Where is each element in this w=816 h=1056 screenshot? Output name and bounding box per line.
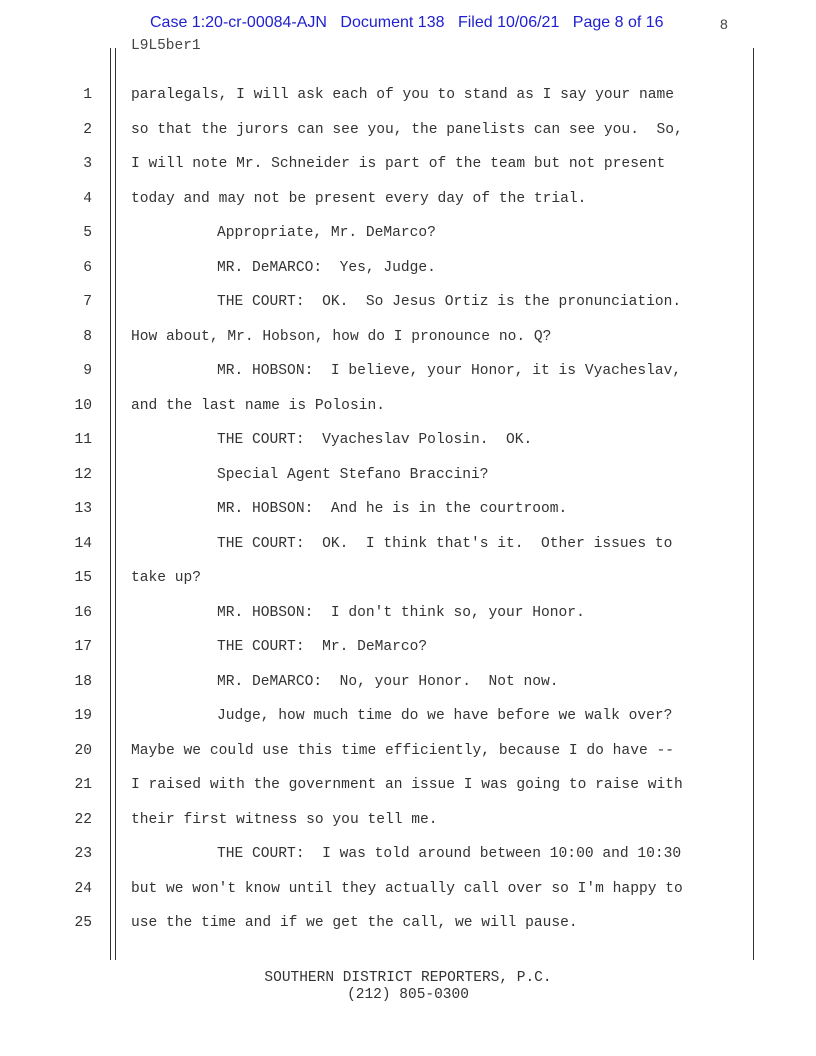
transcript-line (0, 458, 816, 493)
line-text: MR. HOBSON: I don't think so, your Honor. (217, 604, 585, 621)
line-number: 15 (74, 570, 92, 586)
reporter-company: SOUTHERN DISTRICT REPORTERS, P.C. (264, 970, 552, 986)
transcript-line (0, 78, 816, 113)
case-number: Case 1:20-cr-00084-AJN (150, 14, 327, 31)
transcript-line (0, 147, 816, 182)
line-number: 5 (83, 225, 92, 241)
line-text: THE COURT: Vyacheslav Polosin. OK. (217, 432, 533, 448)
line-text: THE COURT: Mr. DeMarco? (217, 639, 428, 655)
line-number: 11 (74, 432, 92, 448)
line-text: THE COURT: OK. I think that's it. Other issues to (217, 535, 673, 552)
page-indicator: Page 8 of 16 (572, 14, 664, 31)
line-text: I raised with the government an issue I was going to raise with (131, 777, 683, 793)
line-number: 12 (74, 466, 92, 483)
transcript-line (0, 837, 816, 872)
line-number: 7 (83, 294, 92, 310)
transcript-caption: L9L5ber1 (131, 38, 201, 54)
line-number: 10 (74, 397, 92, 414)
line-number: 23 (74, 846, 92, 862)
line-number: 16 (74, 604, 92, 621)
line-text: Judge, how much time do we have before we walk over? (217, 708, 673, 724)
line-number: 25 (74, 915, 92, 931)
transcript-line (0, 320, 816, 355)
line-number: 17 (74, 639, 92, 655)
filed-date: Filed 10/06/21 (457, 14, 560, 31)
line-number: 22 (74, 811, 92, 828)
line-number: 19 (74, 708, 92, 724)
line-text: THE COURT: OK. So Jesus Ortiz is the pronunciation. (217, 294, 682, 310)
transcript-line (0, 734, 816, 769)
line-text: Appropriate, Mr. DeMarco? (217, 225, 436, 241)
transcript-line (0, 596, 816, 631)
line-number: 1 (83, 87, 92, 103)
transcript-line (0, 251, 816, 286)
transcript-line (0, 182, 816, 217)
transcript-line (0, 665, 816, 700)
line-text: so that the jurors can see you, the panelists can see you. So, (131, 121, 683, 138)
transcript-line (0, 768, 816, 803)
line-number: 3 (83, 156, 92, 172)
line-number: 13 (74, 501, 92, 517)
transcript-line (0, 285, 816, 320)
line-text: MR. HOBSON: And he is in the courtroom. (217, 501, 568, 517)
transcript-line (0, 113, 816, 148)
line-number: 4 (83, 190, 92, 207)
line-text: I will note Mr. Schneider is part of the team but not present (131, 156, 666, 172)
transcript-line (0, 354, 816, 389)
line-text: How about, Mr. Hobson, how do I pronounce no. Q? (131, 328, 552, 345)
line-text: today and may not be present every day of the trial. (131, 190, 587, 207)
transcript-line (0, 216, 816, 251)
line-number: 18 (74, 673, 92, 690)
line-text: MR. DeMARCO: Yes, Judge. (217, 259, 436, 276)
line-text: paralegals, I will ask each of you to stand as I say your name (131, 87, 674, 103)
line-number: 8 (83, 328, 92, 345)
line-text: but we won't know until they actually call over so I'm happy to (131, 880, 683, 897)
transcript-line (0, 527, 816, 562)
line-text: and the last name is Polosin. (131, 397, 385, 414)
transcript-line (0, 803, 816, 838)
transcript-line (0, 423, 816, 458)
line-text: Maybe we could use this time efficiently, because I do have -- (131, 742, 674, 759)
transcript-line (0, 630, 816, 665)
transcript-line (0, 872, 816, 907)
line-text: THE COURT: I was told around between 10:00 and 10:30 (217, 846, 682, 862)
reporter-footer (0, 970, 816, 1004)
ecf-header (150, 14, 673, 32)
transcript-line (0, 492, 816, 527)
line-text: take up? (131, 570, 202, 586)
line-number: 24 (74, 880, 92, 897)
transcript-line (0, 906, 816, 941)
line-text: their first witness so you tell me. (131, 811, 438, 828)
document-number: Document 138 (340, 14, 445, 31)
transcript-line (0, 699, 816, 734)
line-number: 2 (83, 121, 92, 138)
line-text: Special Agent Stefano Braccini? (217, 466, 489, 483)
line-number: 21 (74, 777, 92, 793)
transcript-line (0, 389, 816, 424)
line-text: use the time and if we get the call, we will pause. (131, 915, 578, 931)
line-number: 6 (83, 259, 92, 276)
reporter-phone: (212) 805-0300 (347, 987, 469, 1003)
page-number: 8 (720, 16, 728, 32)
line-number: 20 (74, 742, 92, 759)
line-text: MR. DeMARCO: No, your Honor. Not now. (217, 673, 559, 690)
line-number: 9 (83, 363, 92, 379)
line-number: 14 (74, 535, 92, 552)
line-text: MR. HOBSON: I believe, your Honor, it is Vyacheslav, (217, 363, 682, 379)
transcript-line (0, 561, 816, 596)
transcript-body (0, 78, 816, 941)
